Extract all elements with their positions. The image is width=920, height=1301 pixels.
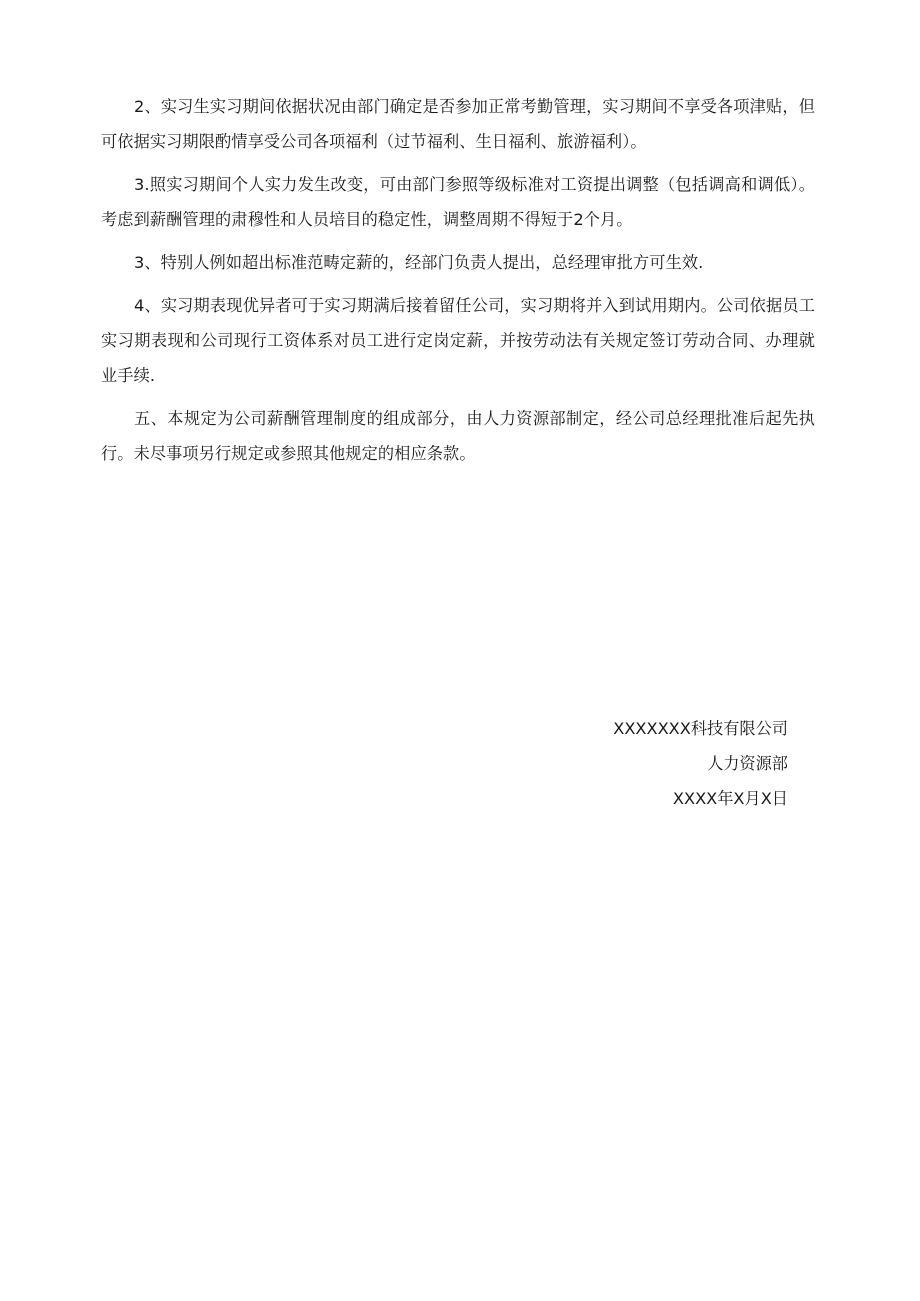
document-body (101, 89, 815, 479)
signature-department: 人力资源部 (707, 754, 788, 773)
signature-date: XXXX年X月X日 (672, 789, 788, 808)
paragraph-special-cases: 3、特别人例如超出标准范畴定薪的，经部门负责人提出，总经理审批方可生效. (134, 253, 704, 272)
signature-block (613, 711, 788, 816)
paragraph-salary-adjustment: 3.照实习期间个人实力发生改变，可由部门参照等级标准对工资提出调整（包括调高和调低）。考虑到薪酬管理的肃穆性和人员培目的稳定性，调整周期不得短于2个月。 (101, 175, 815, 229)
paragraph-regulation-scope: 五、本规定为公司薪酬管理制度的组成部分，由人力资源部制定，经公司总经理批准后起先执行。未尽事项另行规定或参照其他规定的相应条款。 (101, 409, 815, 463)
signature-company: XXXXXXX科技有限公司 (613, 719, 788, 738)
paragraph-intern-attendance: 2、实习生实习期间依据状况由部门确定是否参加正常考勤管理，实习期间不享受各项津贴，但可依据实习期限酌情享受公司各项福利（过节福利、生日福利、旅游福利）。 (101, 97, 815, 151)
paragraph-retention: 4、实习期表现优异者可于实习期满后接着留任公司，实习期将并入到试用期内。公司依据员工实习期表现和公司现行工资体系对员工进行定岗定薪，并按劳动法有关规定签订劳动合同、办理就业手续. (101, 296, 815, 385)
